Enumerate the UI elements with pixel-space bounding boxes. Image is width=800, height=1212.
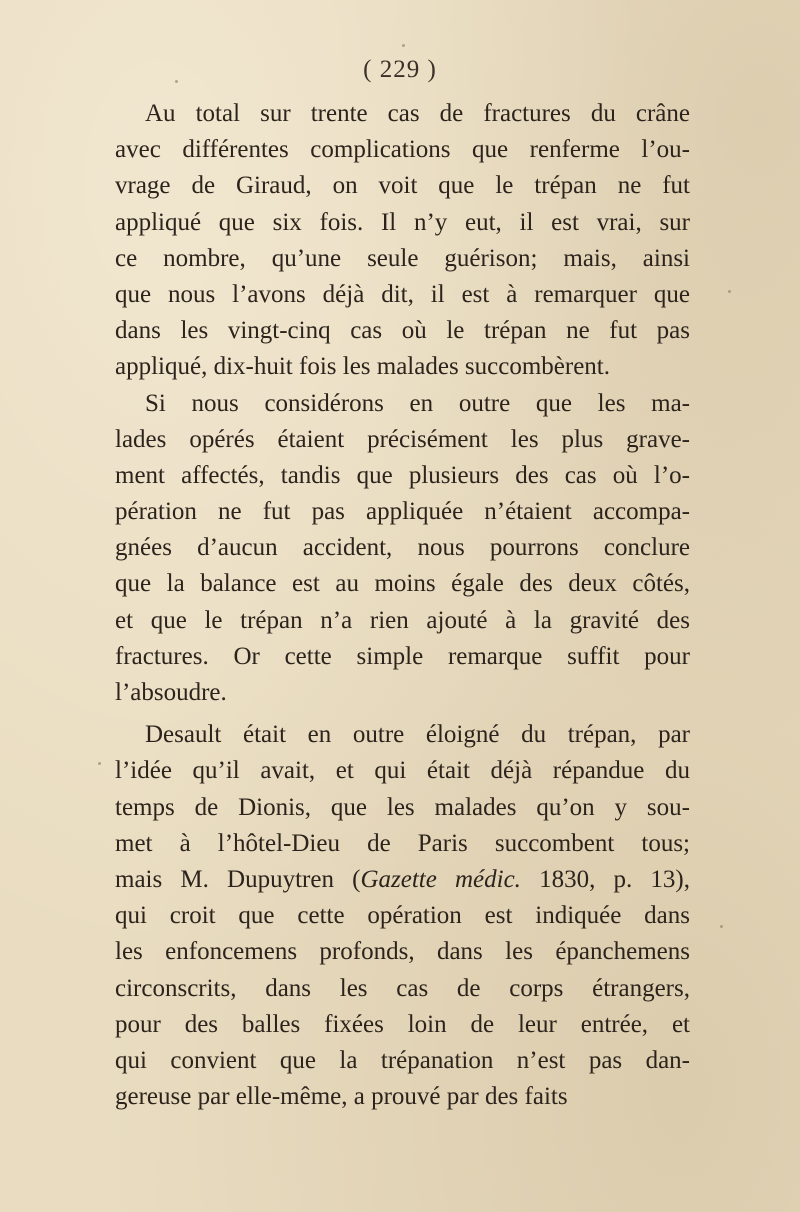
text-line: lades opérés étaient précisément les plus grave- xyxy=(115,425,690,453)
journal-title: Gazette médic. xyxy=(360,865,521,893)
text-line: ce nombre, qu’une seule guérison; mais, ainsi xyxy=(115,244,690,272)
text-line: Desault était en outre éloigné du trépan, par xyxy=(145,721,690,749)
paper-speck xyxy=(98,762,101,765)
paper-speck xyxy=(175,80,178,83)
paragraph-2 xyxy=(115,386,690,712)
text-line: appliqué, dix-huit fois les malades succombèrent. xyxy=(115,353,611,381)
text-line: que nous l’avons déjà dit, il est à remarquer que xyxy=(115,280,690,308)
text-line: mais M. Dupuytren (Gazette médic. 1830, p. 13), xyxy=(115,865,690,893)
text-line: que la balance est au moins égale des deux côtés, xyxy=(115,570,690,598)
text-line: Si nous considérons en outre que les ma- xyxy=(145,389,690,417)
paragraph-3 xyxy=(115,717,690,1115)
text-line: l’absoudre. xyxy=(115,679,227,706)
text-line: l’idée qu’il avait, et qui était déjà répandue du xyxy=(115,757,690,785)
text-line: Au total sur trente cas de fractures du crâne xyxy=(145,100,690,127)
text-line: les enfoncemens profonds, dans les épanchemens xyxy=(115,938,690,966)
paper-speck xyxy=(402,44,405,47)
text-line: gnées d’aucun accident, nous pourrons conclure xyxy=(115,534,690,562)
body-text xyxy=(115,96,690,1115)
text-line: vrage de Giraud, on voit que le trépan ne fut xyxy=(115,172,690,200)
paper-speck xyxy=(728,290,731,293)
text-line: temps de Dionis, que les malades qu’on y sou- xyxy=(115,793,690,821)
paper-speck xyxy=(720,925,723,928)
text-line: ment affectés, tandis que plusieurs des cas où l’o- xyxy=(115,461,690,489)
text-line: appliqué que six fois. Il n’y eut, il est vrai, sur xyxy=(115,208,690,236)
text-line: gereuse par elle-même, a prouvé par des faits xyxy=(115,1083,568,1111)
text-line: fractures. Or cette simple remarque suffit pour xyxy=(115,642,690,670)
text-line: pour des balles fixées loin de leur entrée, et xyxy=(115,1010,690,1038)
text-line: qui convient que la trépanation n’est pas dan- xyxy=(115,1046,690,1074)
page-number: ( 229 ) xyxy=(363,56,437,83)
text-line: pération ne fut pas appliquée n’étaient accompa- xyxy=(115,498,690,526)
text-line: circonscrits, dans les cas de corps étrangers, xyxy=(115,974,690,1002)
text-line: qui croit que cette opération est indiquée dans xyxy=(115,902,690,930)
text-line: et que le trépan n’a rien ajouté à la gravité des xyxy=(115,606,690,634)
text-line: dans les vingt-cinq cas où le trépan ne fut pas xyxy=(115,317,690,345)
text-line: avec différentes complications que renferme l’ou- xyxy=(115,136,690,164)
paragraph-1 xyxy=(115,96,690,386)
text-line: met à l’hôtel-Dieu de Paris succombent tous; xyxy=(115,829,690,857)
